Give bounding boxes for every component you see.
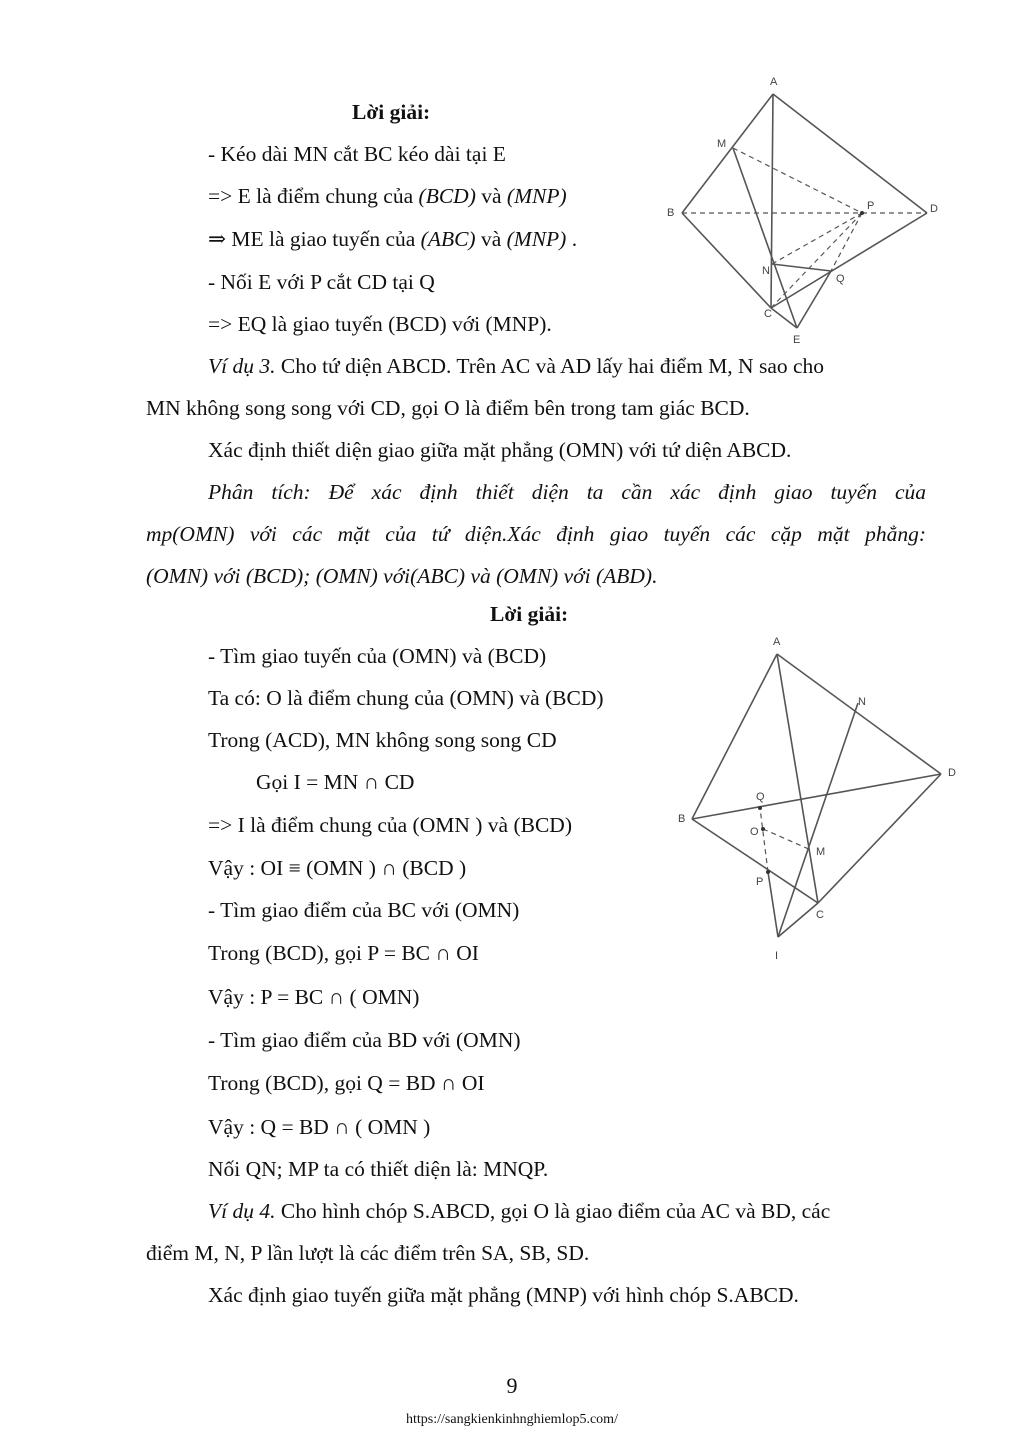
label-D: D — [948, 767, 956, 779]
label-C: C — [816, 909, 824, 921]
solution-line: Vậy : P = BC ∩ ( OMN) — [208, 985, 420, 1009]
solution-heading: Lời giải: — [352, 100, 431, 124]
line-PQ-hidden — [760, 808, 768, 872]
analysis-line: mp(OMN) với các mặt của tứ diện.Xác định giao tuyến các cặp mặt phẳng: — [146, 522, 926, 546]
page-number: 9 — [506, 1373, 518, 1398]
edge-AB — [682, 94, 773, 213]
label-E: E — [793, 334, 801, 346]
tetrahedron-figure-1 — [660, 70, 950, 355]
example-4-line: điểm M, N, P lần lượt là các điểm trên SA, SB, SD. — [146, 1241, 590, 1265]
label-D: D — [930, 203, 938, 215]
edge-AC — [777, 654, 818, 903]
solution-heading: Lời giải: — [490, 602, 569, 626]
example-3-line: Ví dụ 3. Cho tứ diện ABCD. Trên AC và AD lấy hai điểm M, N sao cho — [208, 354, 825, 378]
point-Q — [758, 806, 762, 810]
label-B: B — [667, 207, 675, 219]
label-P: P — [867, 200, 875, 212]
solution-line: Vậy : Q = BD ∩ ( OMN ) — [208, 1115, 431, 1139]
example-4-task: Xác định giao tuyến giữa mặt phẳng (MNP) với hình chóp S.ABCD. — [208, 1283, 799, 1307]
solution-line: => E là điểm chung của (BCD) và (MNP) — [208, 184, 567, 208]
label-Q: Q — [836, 273, 845, 285]
solution-line: Gọi I = MN ∩ CD — [256, 770, 415, 794]
solution-line: - Tìm giao tuyến của (OMN) và (BCD) — [208, 644, 547, 668]
solution-line: ⇒ ME là giao tuyến của (ABC) và (MNP) . — [208, 227, 578, 251]
example-3-task: Xác định thiết diện giao giữa mặt phẳng (OMN) với tứ diện ABCD. — [208, 438, 792, 462]
solution-line: Vậy : OI ≡ (OMN ) ∩ (BCD ) — [208, 856, 467, 880]
label-A: A — [770, 76, 778, 88]
edge-AC — [771, 94, 773, 308]
solution-line: Ta có: O là điểm chung của (OMN) và (BCD) — [208, 686, 604, 710]
label-M: M — [717, 138, 727, 150]
edge-AD — [777, 654, 941, 774]
edge-AD — [773, 94, 927, 213]
solution-line: => I là điểm chung của (OMN ) và (BCD) — [208, 813, 572, 837]
example-4-line: Ví dụ 4. Cho hình chóp S.ABCD, gọi O là giao điểm của AC và BD, các — [208, 1199, 831, 1223]
label-I: I — [775, 950, 779, 962]
solution-line: Trong (BCD), gọi P = BC ∩ OI — [208, 941, 479, 965]
label-N: N — [762, 265, 770, 277]
segment-QE — [797, 271, 831, 328]
footer-url: https://sangkienkinhnghiemlop5.com/ — [406, 1412, 618, 1427]
solution-line: - Nối E với P cắt CD tại Q — [208, 270, 435, 294]
line-OM-hidden — [763, 829, 811, 850]
solution-line: Trong (BCD), gọi Q = BD ∩ OI — [208, 1071, 485, 1095]
analysis-line: (OMN) với (BCD); (OMN) với(ABC) và (OMN) với (ABD). — [146, 564, 658, 588]
label-M: M — [816, 846, 826, 858]
solution-line: Trong (ACD), MN không song song CD — [208, 728, 557, 752]
solution-line: Nối QN; MP ta có thiết diện là: MNQP. — [208, 1157, 549, 1181]
label-P: P — [756, 876, 764, 888]
point-P — [860, 211, 864, 215]
label-A: A — [773, 636, 781, 648]
segment-IP — [768, 872, 778, 937]
point-O — [761, 827, 765, 831]
solution-line: - Tìm giao điểm của BC với (OMN) — [208, 898, 520, 922]
edge-BC — [682, 213, 771, 308]
label-N: N — [858, 696, 866, 708]
label-C: C — [764, 308, 772, 320]
analysis-line: Phân tích: Để xác định thiết diện ta cần xác định giao tuyến của — [208, 480, 926, 504]
tetrahedron-figure-2 — [670, 628, 970, 968]
label-Q: Q — [756, 791, 765, 803]
segment-NQ — [772, 264, 831, 271]
solution-line: => EQ là giao tuyến (BCD) với (MNP). — [208, 312, 552, 336]
solution-line: - Kéo dài MN cắt BC kéo dài tại E — [208, 142, 506, 166]
example-3-line: MN không song song với CD, gọi O là điểm bên trong tam giác BCD. — [146, 396, 750, 420]
label-O: O — [750, 826, 759, 838]
label-B: B — [678, 813, 686, 825]
solution-line: - Tìm giao điểm của BD với (OMN) — [208, 1028, 521, 1052]
point-P — [766, 870, 770, 874]
